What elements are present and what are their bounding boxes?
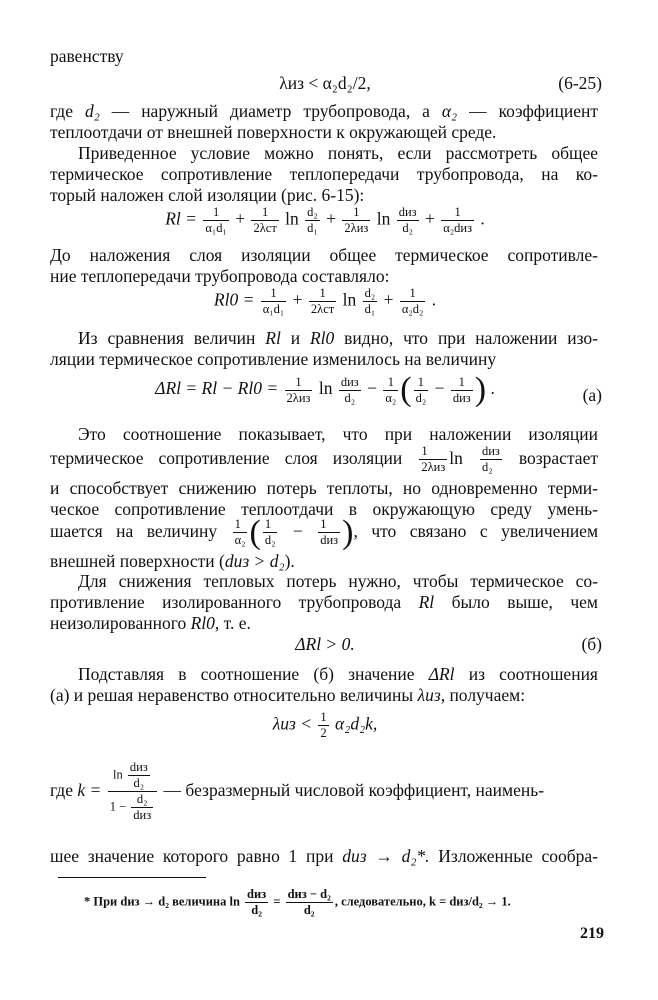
text-line: Это соотношение показывает, что при наложении изоляции bbox=[78, 424, 598, 444]
text-line: и способствует снижению потерь теплоты, но одновременно терми- bbox=[50, 478, 598, 498]
equation-number: (6-25) bbox=[558, 73, 602, 93]
text-line: торый наложен слой изоляции (рис. 6-15): bbox=[50, 185, 365, 205]
text-line: ческое сопротивление теплоотдачи в окружающую среду умень- bbox=[50, 499, 598, 519]
text-line: Приведенное условие можно понять, если рассмотреть общее bbox=[78, 143, 598, 163]
text-line: где d₂ — наружный диаметр трубопровода, а α₂ — коэффициент bbox=[50, 101, 598, 121]
footnote: * При dиз → d₂ величина ln dиз d₂ = dиз − d₂ d₂ , следовательно, k = dиз/d₂ → 1. bbox=[84, 887, 511, 917]
equation-Rl0: Rl0 = $\frac{1}{\text{α₁d₁}}$ + 1 2λст ln $\frac{\text{d₂}}{\text{d₁}}$ + $\frac{1}{\text{α₂d₂}}$ . bbox=[213, 286, 437, 316]
text-line: термическое сопротивление слоя изоляции 1 2λиз ln dиз d₂ возрастает bbox=[50, 444, 598, 475]
text-line: противление изолированного трубопровода Rl было выше, чем bbox=[50, 592, 598, 612]
page-number: 219 bbox=[580, 925, 604, 942]
equation-b: ΔRl > 0. bbox=[295, 634, 355, 654]
text-line: где k = ln dиз d₂ 1 − d₂ dиз — безразмерный числовой коэффициент, наимень- bbox=[50, 760, 545, 823]
text-line: Для снижения тепловых потерь нужно, чтобы термическое со- bbox=[78, 571, 598, 591]
text-line: неизолированного Rl0, т. е. bbox=[50, 613, 251, 633]
equation-number: (б) bbox=[581, 634, 602, 654]
text-line: ние теплопередачи трубопровода составляло: bbox=[50, 266, 390, 286]
equation-number: (а) bbox=[582, 385, 602, 405]
equation-Rl: Rl = $\frac{1}{\text{α₁d₁}}$ + 1 2λст ln $\frac{\text{d₂}}{\text{d₁}}$ + 1 2λиз ln dиз d₂ + 1 α₂dиз . bbox=[165, 205, 485, 235]
text-line: шее значение которого равно 1 при dиз → d₂*. Изложенные сообра- bbox=[50, 846, 599, 866]
text-line: равенству bbox=[50, 46, 124, 66]
equation-delta-R: ΔRl = Rl − Rl0 = 1 2λиз ln dиз d₂ − $\frac{1}{\text{α₂}}$ ( $\frac{1}{\text{d₂}}$ − 1 dиз ) . bbox=[155, 371, 495, 408]
text-line: теплоотдачи от внешней поверхности к окружающей среде. bbox=[50, 122, 497, 142]
text-line: ляции термическое сопротивление изменилось на величину bbox=[50, 349, 497, 369]
text-line: термическое сопротивление теплопередачи трубопровода, на ко- bbox=[50, 164, 598, 184]
text-line: Из сравнения величин Rl и Rl0 видно, что при наложении изо- bbox=[78, 328, 599, 348]
text-line: (а) и решая неравенство относительно величины λиз, получаем: bbox=[50, 685, 526, 705]
text-line: Подставляя в соотношение (б) значение ΔRl из соотношения bbox=[78, 664, 598, 684]
equation-lambda: λиз < $\frac{1}{2}$ α₂d₂k, bbox=[272, 710, 378, 740]
text-line: внешней поверхности (dиз > d₂). bbox=[50, 551, 295, 571]
footnote-rule bbox=[58, 877, 206, 878]
text-line: До наложения слоя изоляции общее термическое сопротивле- bbox=[50, 245, 598, 265]
equation-6-25: λиз < α₂d₂/2, bbox=[279, 73, 371, 93]
text-line: шается на величину $\frac{1}{\text{α₂}}$ ( $\frac{1}{\text{d₂}}$ − 1 dиз ), что связано с увеличением bbox=[50, 513, 599, 551]
